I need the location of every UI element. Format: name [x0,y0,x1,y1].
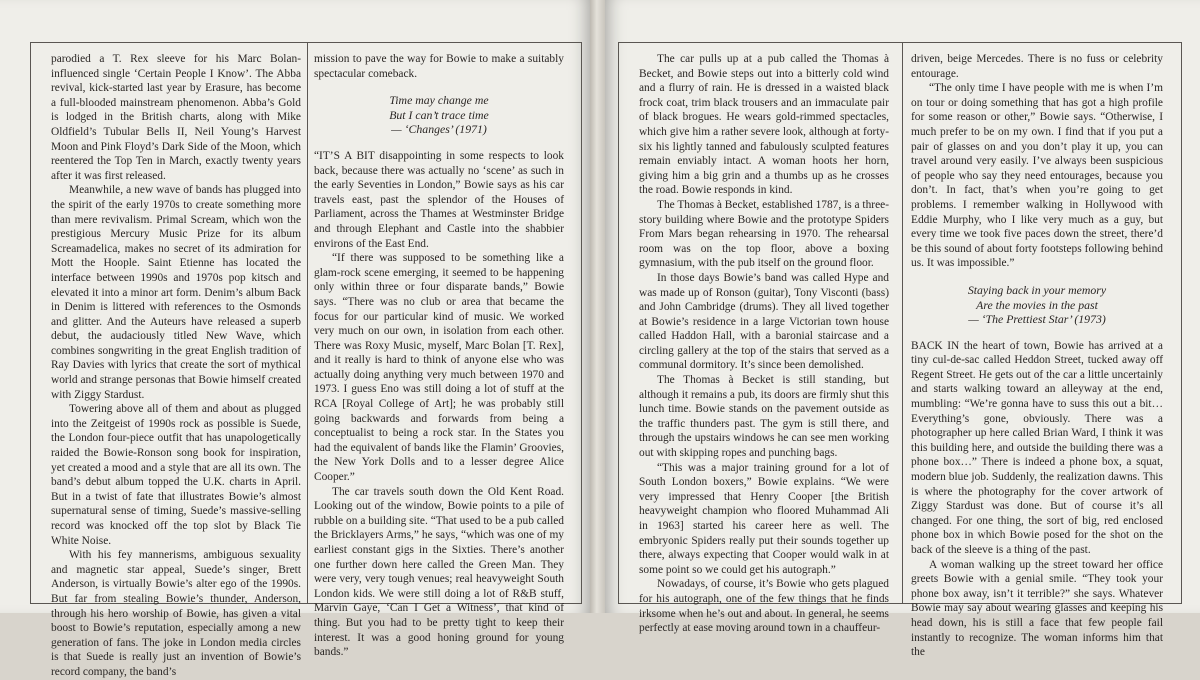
column-divider [307,43,308,603]
quote-line: Staying back in your memory [967,282,1107,297]
paragraph: In those days Bowie’s band was called Hype and was made up of Ronson (guitar), Tony Visconti (bass) and John Cambridge (drums). They all lived together at Bowie’s residence in a large Victorian town house called Haddon Hall, with a baronial staircase and a circling gallery at the top of the stairs that served as a communal dormitory. It’s since been demolished. [639,271,889,372]
paragraph: A woman walking up the street toward her office greets Bowie with a genial smile. “They took your phone box away, isn’t it terrible?” she says. Whatever Bowie may say about wearing glasses and keeping his head down, his is still a face that few people fail instantly to recognize. The woman informs him that the [911,558,1163,659]
paragraph: “IT’S A BIT disappointing in some respects to look back, because there was actually no ‘scene’ as such in the early Seventies in London,” Bowie says as his car travels east, past the splendor of the Houses of Parliament, across the Thames at Westminster Bridge and through Elephant and Castle into the shabbier environs of the East End. [314,149,564,250]
quote-attribution: — ‘Changes’ (1971) [391,122,487,137]
quote-attribution: — ‘The Prettiest Star’ (1973) [968,312,1106,327]
left-column-2 [314,52,564,660]
paragraph: mission to pave the way for Bowie to make a suitably spectacular comeback. [314,53,564,80]
paragraph: The car pulls up at a pub called the Thomas à Becket, and Bowie steps out into a bitterly cold wind and a flurry of rain. He is dressed in a waisted black frock coat, trim black trousers and an immaculate pair of black brogues. He wears gold-rimmed spectacles, which give him a rather severe look, although at forty-six his lightly tanned and fabulously sculpted features remain enviably intact. A woman hoots her horn, giving him a big grin and a thumbs up as he crosses the road. Bowie responds in kind. [639,53,889,197]
paragraph: “The only time I have people with me is when I’m on tour or doing something that has got a high profile for some reason or other,” Bowie says. “Otherwise, I much prefer to be on my own. I find that if you put a pair of glasses on and you don’t play it up, you can travel around very easily. I’ve always been suspicious of people who say they need entourages, because you don’t. In fact, that’s when you’re going to get problems. I remember walking in Hollywood with Eddie Murphy, who I like very much as a guy, but every time we took five paces down the street, there’d be this sound of about forty footsteps following behind us. It was impossible.” [911,82,1163,270]
paragraph: “If there was supposed to be something like a glam-rock scene emerging, it seemed to be happening only within three or four disparate bands,” Bowie says. “There was no club or area that became the focus for our particular kind of music. We worked very much on our own, in isolation from each other. There was Roxy Music, myself, Marc Bolan [T. Rex], and it really is hard to think of anyone else who was actually doing anything very much between 1970 and 1973. I guess Eno was still doing a lot of stuff at the RCA [Royal College of Art]; he was probably still going backwards and forwards from being a conceptualist to being a rock star. In the States you had the equivalent of bands like the Flamin’ Groovies, the New York Dolls and to a lesser degree Alice Cooper.” [314,252,564,484]
paragraph: Nowadays, of course, it’s Bowie who gets plagued for his autograph, one of the few things that he finds irksome when he’s out and about. In general, he seems perfectly at ease moving around town in a chauffeur- [639,578,889,635]
paragraph: parodied a T. Rex sleeve for his Marc Bolan-influenced single ‘Certain People I Know’. The Abba revival, kick-started last year by Erasure, has become a full-blooded mainstream phenomenon. Abba’s Gold is lodged in the British charts, along with Mike Oldfield’s Tubular Bells II, Neil Young’s Harvest Moon and Pink Floyd’s Dark Side of the Moon, which reentered the Top Ten in March, exactly twenty years after it was first released. [51,53,301,182]
paragraph: “This was a major training ground for a lot of South London boxers,” Bowie explains. “We were very impressed that Henry Cooper [the British heavyweight champion who floored Muhammad Ali in 1963] started his career here as well. The embryonic Spiders really put their sounds together up there, always expecting that Cooper would walk in at some point so we could get his autograph.” [639,461,889,576]
paragraph: The car travels south down the Old Kent Road. Looking out of the window, Bowie points to a pile of rubble on a building site. “That used to be a pub called the Bricklayers Arms,” he says, “which was one of my earliest constant gigs in the Sixties. There’s another one further down here called the Green Man. They were very, very tough venues; real heavyweight South London kids. We were still doing a lot of R&B stuff, Marvin Gaye, ‘Can I Get a Witness’, that kind of thing. But you had to be pretty tight to keep their interest. It was a good honing ground for young bands.” [314,485,564,659]
right-column-1 [639,52,889,636]
column-divider [902,43,903,603]
right-page [605,0,1200,659]
paragraph: With his fey mannerisms, ambiguous sexuality and magnetic star appeal, Suede’s singer, Brett Anderson, is virtually Bowie’s alter ego of the 1990s. But far from stealing Bowie’s thunder, Anderson, through his hero worship of Bowie, has given a vital boost to Bowie’s reputation, especially among a new generation of fans. The joke in London media circles is that Suede is really just an invention of Bowie’s record company, the band’s [51,549,301,678]
book-gutter [590,0,605,613]
pull-quote-prettiest-star [911,283,1163,327]
quote-line: Time may change me [389,93,489,108]
paragraph: The Thomas à Becket, established 1787, is a three-story building where Bowie and the prototype Spiders From Mars began rehearsing in 1970. The rehearsal room was on the top floor, above a boxing gymnasium, with the pub itself on the ground floor. [639,198,889,270]
left-page [0,0,590,678]
paragraph: driven, beige Mercedes. There is no fuss or celebrity entourage. [911,53,1163,80]
left-text-frame [30,42,582,678]
quote-line: But I can’t trace time [389,107,489,122]
right-text-frame [618,42,1182,659]
pull-quote-changes [314,93,564,137]
paragraph: Towering above all of them and about as plugged into the Zeitgeist of 1990s rock as possible is Suede, the London four-piece outfit that has unapologetically raided the Bowie-Ronson song book for inspiration, yet created a mood and a style that are all its own. The band’s debut album topped the U.K. charts in April. But in a twist of fate that illustrates Bowie’s almost supernatural sense of timing, Suede’s massive-selling record was knocked off the top slot by Black Tie White Noise. [51,403,301,547]
right-column-2 [911,52,1163,660]
paragraph: The Thomas à Becket is still standing, but although it remains a pub, its doors are firmly shut this lunch time. Bowie stands on the pavement outside as the traffic thunders past. The gym is still there, and through the upstairs windows he can see men working out with skipping ropes and punching bags. [639,374,889,460]
left-column-1 [51,52,301,680]
paragraph: BACK IN the heart of town, Bowie has arrived at a tiny cul-de-sac called Heddon Street, tucked away off Regent Street. He gets out of the car a little uncertainly and starts walking toward an alleyway at the end, mumbling: “We’re gonna have to suss this out a bit… Everything’s gone, obviously. There was a photographer up here called Brian Ward, I think it was this building here, and outside the building there was a phone box…” There is indeed a phone box, a squat, modern blue job. Suddenly, the realization dawns. This is where the photography for the cover artwork of Ziggy Stardust was done. But of course it’s all changed. For one thing, the sort of big, red enclosed phone box in which Bowie posed for the shot on the back of the sleeve is a thing of the past. [911,339,1163,556]
quote-line: Are the movies in the past [976,297,1098,312]
paragraph: Meanwhile, a new wave of bands has plugged into the spirit of the early 1970s to create something more than mere revivalism. Primal Scream, which won the prestigious Mercury Music Prize for its album Screamadelica, makes no secret of its admiration for Mott the Hoople. Saint Etienne has located the interface between 1990s and 1970s pop kitsch and elevated it into a minor art form. Denim’s album Back in Denim is littered with references to the Osmonds and glitter. And the Auteurs have released a superb debut, the audaciously titled New Wave, which combines songwriting in the great English tradition of Ray Davies with lyrics that create the sort of mythical world and strange personas that Bowie himself created with Ziggy Stardust. [51,184,301,401]
